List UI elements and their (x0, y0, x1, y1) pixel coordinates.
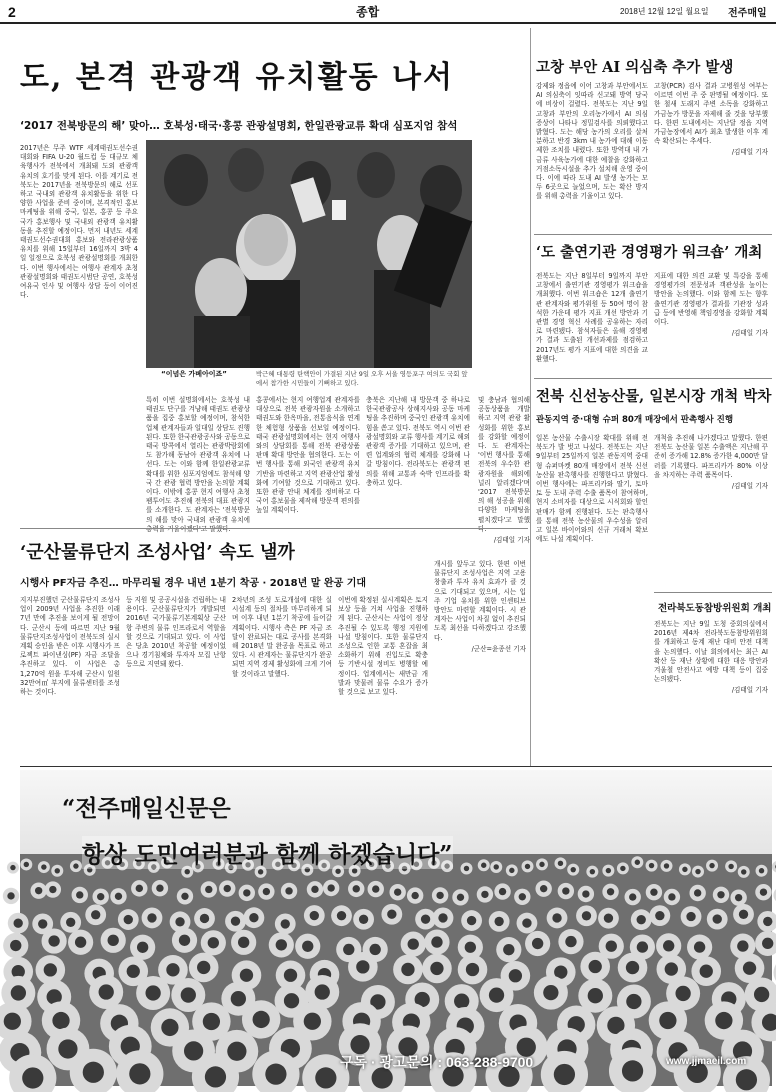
lead-subheadline: ‘2017 전북방문의 해’ 맞아… 호북성·태국·홍콩 관광설명회, 한일관광교류 확대 심포지엄 참석 (20, 120, 458, 132)
ad-slogan-line2: 항상 도민여러분과 함께 하겠습니다” (82, 836, 453, 869)
right-article1-text2-body: 고창(PCR) 검사 결과 고병원성 여부는 이르면 이번 주 중 판명될 예정이다. 또한 철새 도래지 주변 소독을 강화하고 가금농가 방문을 자제해 줄 것을 당부했다. 한편 도내에서는 지난달 정읍 지역 가금농장에서 AI가 최초 발생한 이후 계속 확산되는 추세다. (654, 82, 768, 146)
article2-byline: /군산=윤종선 기자 (471, 644, 526, 653)
lead-column-5-text: 및 충남과 협의해 공동상품을 개발하고 지역 관광 활성화를 위한 홍보를 강화할 예정이다. 도 관계자는 '이번 행사를 통해 전북의 우수한 관광자원을 해외에 널리 알리겠다'며 '2017 전북방문의 해 성공을 위해 다양한 마케팅을 펼치겠다'고 말했 (478, 396, 530, 524)
article2-column-3: 2차년의 조성 도로개설에 대한 실시설계 등의 절차를 마무리하게 되며 이후 내년 1분기 착공에 들어갈 계획이다. 시행사 측은 PF 자금 조달이 완료되는 대로 공사를 본격화해 2018년 말 완공을 목표로 하고 있다. 시 관계자는 물류단지가 완공되면 지역 경제 활성화에 크게 기여할 것이라고 말했다. (232, 596, 332, 678)
lead-column-3: 홍콩에서는 현지 여행업계 관계자를 대상으로 전북 관광자원을 소개하고 태권도와 한옥마을, 전통음식을 연계한 체험형 상품을 선보일 예정이다. 태국 관광설명회에서는 현지 여행사와의 상담회를 통해 전북 관광상품 판매 확대 방안을 협의한다. 도는 이번 행사를 통해 외국인 관광객 유치 기반을 마련하고 지역 관광산업 활성화에 기여할 것으로 기대하고 있다. 또한 관광 안내 체계를 정비하고 다국어 홍보물을 제작해 방문객 편의를 높일 계획이다. (256, 396, 360, 515)
photo-caption-title: “이념은 가베아이죠” (161, 370, 227, 378)
right-article1-text2 (654, 82, 768, 230)
protest-photo (146, 140, 472, 368)
right-article2-headline: ‘도 출연기관 경영평가 워크숍’ 개최 (536, 244, 763, 261)
lead-bottom-divider (20, 528, 528, 529)
header-rule (0, 22, 776, 24)
section-name: 종합 (356, 5, 380, 19)
lead-column-1: 2017년은 무주 WTF 세계태권도선수권대회와 FIFA U-20 월드컵 등 대규모 체육행사가 전북에서 개최돼 도외 관광객 유치의 호기를 맞게 된다. 이를 계기로 전북도는 2017년을 전북방문의 해로 선포하고 국내외 관광객 유치활동을 위한 다양한 사업을 준비 중이며, 본격적인 홍보마케팅을 위해 중국, 일본, 홍콩 등 주요국가 홍보행사 및 국내외 관광객 유치활동을 추진할 예정이다. 먼저 내년도 세계태권도선수권대회 홍보와 전라관광상품 유치를 위해 15일부터 16일까지 3박 4일 일정으로 호북성 관광설명회를 개최한다. 이번 행사에서는 여행사 관계자 초청 관광설명회와 태권도시범단 공연, 호북성 여유국 인사 및 여행사 상담 등이 이어진다. (20, 144, 138, 300)
right-article2-text2 (654, 272, 768, 374)
right-article2-byline: /김태일 기자 (731, 329, 768, 338)
right-article4-text-body: 전북도는 지난 9일 도청 중회의실에서 2016년 제4차 전라북도동참방위원회를 개최하고 동계 재난 대비 안전 대책을 논의했다. 이날 회의에서는 최근 AI 확산 등 재난 상황에 대한 대응 방안과 겨울철 안전사고 예방 대책 등이 집중 논의됐다. (654, 620, 768, 684)
article2-subheadline: 시행사 PF자금 추진… 마무리될 경우 내년 1분기 착공 · 2018년 말 완공 기대 (20, 578, 367, 589)
right-article3-text2-body: 개척을 추진해 나가겠다고 말했다. 한편 전북도 농산물 일본 수출액은 지난해 꾸준히 증가해 12.8% 증가한 4,000만 달러를 기록했다. 파프리카가 80% 이상을 차지하는 주력 품목이다. (654, 434, 768, 479)
article2-column-1: 지지부진했던 군산물류단지 조성사업이 2009년 사업을 추진한 이래 7년 만에 추진을 보이게 될 전망이다. 군산시 등에 따르면 지난 9월 물류단지조성사업이 전북도의 실시계획 승인을 받은 이후 시행사가 프로젝트 파이낸싱(PF) 자금 조달을 추진하고 있다. 이 사업은 총 1,270억 원을 투자해 군산시 일원 32만여㎡ 부지에 물류센터를 조성하는 것이다. (20, 596, 120, 697)
paper-name: 전주매일 (728, 8, 767, 19)
right-article4-text (654, 620, 768, 764)
right-article3-text2 (654, 434, 768, 558)
column-divider (530, 28, 531, 766)
right-article2-text2-body: 지표에 대한 의견 교환 및 특강을 통해 경영평가의 전문성과 객관성을 높이는 방안을 논의했다. 이와 함께 도는 향후 출연기관 경영평가 결과를 기관장 성과급 등에 반영해 책임경영을 강화할 계획이다. (654, 272, 768, 327)
right-article1-headline: 고창 부안 AI 의심축 추가 발생 (536, 59, 734, 76)
article2-column-5-text: 개시를 앞두고 있다. 한편 이번 물류단지 조성사업은 지역 고용 창출과 투자 유치 효과가 클 것으로 기대되고 있으며, 시는 입주 기업 유치를 위한 인센티브 방안도 마련할 계획이다. 시 관계자는 사업이 차질 없이 추진되도록 최선을 다하겠다고 강조했다. (434, 560, 526, 642)
lead-byline: /김태일 기자 (493, 536, 530, 545)
article2-headline: ‘군산물류단지 조성사업’ 속도 낼까 (20, 542, 295, 563)
issue-date: 2018년 12월 12일 월요일 (620, 7, 709, 16)
ad-slogan-line1: “전주매일신문은 (62, 795, 231, 822)
article2-column-4: 이번에 확정된 실시계획은 토지보상 등을 거쳐 사업을 진행하게 된다. 군산시는 사업이 정상 추진될 수 있도록 행정 지원에 나설 방침이다. 또한 물류단지 조성으로 인한 교통 혼잡을 최소화하기 위해 진입도로 확충 등 기반시설 정비도 병행할 예정이다. 업계에서는 새만금 개발과 맞물려 물류 수요가 증가할 것으로 보고 있다. (338, 596, 428, 697)
photo-caption-text: 박근혜 대통령 탄핵안이 가결된 지난 9일 오후 서울 영등포구 여의도 국회 앞에서 참가한 시민들이 기뻐하고 있다. (256, 370, 468, 387)
right-article1-text: 강제와 정읍에 이어 고창과 부안에서도 AI 의심축이 잇따라 신고돼 방역 당국에 비상이 걸렸다. 전북도는 지난 9일 고창과 부안의 오리농가에서 AI 의심 증상이 나타나 정밀검사를 의뢰했다고 밝혔다. 도는 해당 농가의 오리를 살처분하고 반경 3km 내 농가에 대해 이동제한 조치를 내렸다. 또한 방역대 내 가금류 사육농가에 대한 예찰을 강화하고 거점소독시설을 추가 설치해 운영 중이다. 이에 따라 도내 AI 발생 농가는 모두 6곳으로 늘었으며, 도는 확산 방지를 위해 총력을 기울이고 있다. (536, 82, 648, 201)
right-article4-byline: /김태일 기자 (731, 686, 768, 695)
ad-top-rule (20, 766, 772, 767)
right-divider-1 (534, 234, 772, 235)
sunflower-advertisement (20, 770, 772, 1086)
article2-column-5 (434, 560, 526, 762)
right-article4-headline: 전라북도동참방위원회 개최 (658, 603, 772, 614)
ad-contact-phone: 구독 · 광고문의 : 063-288-9700 (340, 1054, 534, 1070)
right-article2-text: 전북도는 지난 8일부터 9일까지 부안 고창에서 출연기관 경영평가 워크숍을 개최했다. 이번 워크숍은 12개 출연기관 관계자와 평가위원 등 50여 명이 참석한 가운데 평가 지표 개선 방안과 기관별 경영 혁신 사례를 공유하는 자리로 마련됐다. 참석자들은 올해 경영평가 결과 도출된 개선과제를 점검하고 2017년도 평가 지표에 대한 의견을 교환했다. (536, 272, 648, 363)
right-divider-2 (534, 378, 772, 379)
article2-column-2: 등 지원 및 공공시설을 건립하는 내용이다. 군산물류단지가 개발되면 2016년 국가물류기본계획상 군산항 주변의 물류 인프라로서 역할을 할 것으로 기대되고 있다. 이 사업은 당초 2010년 착공할 예정이었으나 경기침체와 투자자 모집 난항 등으로 지연돼 왔다. (126, 596, 226, 669)
lead-column-5 (478, 396, 530, 545)
ad-website-url: www.jjmaeil.com (666, 1056, 747, 1067)
right-article3-byline: /김태일 기자 (731, 482, 768, 491)
lead-column-2: 특히 이번 설명회에서는 호북성 내 태권도 단구를 겨냥해 태권도 관광상품을 집중 홍보할 예정이며, 참석한 업체 관계자들과 일대일 상담도 진행된다. 또한 한국관광공사와 공동으로 태국 방콕에서 열리는 관광박람회에도 참가해 동남아 관광객 유치에 나선다. 도는 이와 함께 한일관광교류 확대를 위한 심포지엄에도 참석해 양국 간 관광 협력 방안을 논의할 계획이다. 이밖에 홍콩 현지 여행사 초청 팸투어도 추진해 전북의 대표 관광지를 소개한다. 도 관계자는 '전북방문의 해를 맞아 국내외 관광객 유치에 (146, 396, 250, 524)
lead-headline: 도, 본격 관광객 유치활동 나서 (20, 60, 454, 95)
right-article3-subheadline: 관동지역 중·대형 슈퍼 80개 매장에서 판촉행사 진행 (536, 415, 734, 425)
page-number: 2 (8, 4, 16, 20)
right-article3-headline: 전북 신선농산물, 일본시장 개척 박차 (536, 388, 772, 405)
photo-caption (146, 368, 472, 392)
lead-column-4: 충북은 지난해 내 방문객 중 하나로 한국관광공사 상해지사와 공동 마케팅을 추진하며 중국인 관광객 유치에 힘을 쏟고 있다. 전북도 역시 이번 관광설명회와 교류 행사를 계기로 해외 관광객 증가를 기대하고 있으며, 관련 업계와의 협력 체계를 강화해 나갈 방침이다. 전라북도는 관광객 편의를 위해 교통과 숙박 인프라를 확충하고 있다. (366, 396, 470, 487)
right-article3-text: 일본 농산물 수출시장 확대를 위해 전북도가 발 벗고 나섰다. 전북도는 지난 9일부터 25일까지 일본 관동지역 중대형 슈퍼마켓 80개 매장에서 전북 신선농산물 판촉행사를 진행한다고 밝혔다. 이번 행사에는 파프리카와 딸기, 토마토 등 도내 주력 수출 품목이 참여하며, 현지 소비자를 대상으로 시식회와 할인 판매가 함께 진행된다. 도는 판촉행사를 통해 전북 농산물의 우수성을 알리고 일본 바이어와의 신규 거래처 확보에도 나설 계획이다. (536, 434, 648, 544)
right-article1-byline: /김태일 기자 (731, 148, 768, 157)
right-divider-3 (654, 592, 772, 593)
